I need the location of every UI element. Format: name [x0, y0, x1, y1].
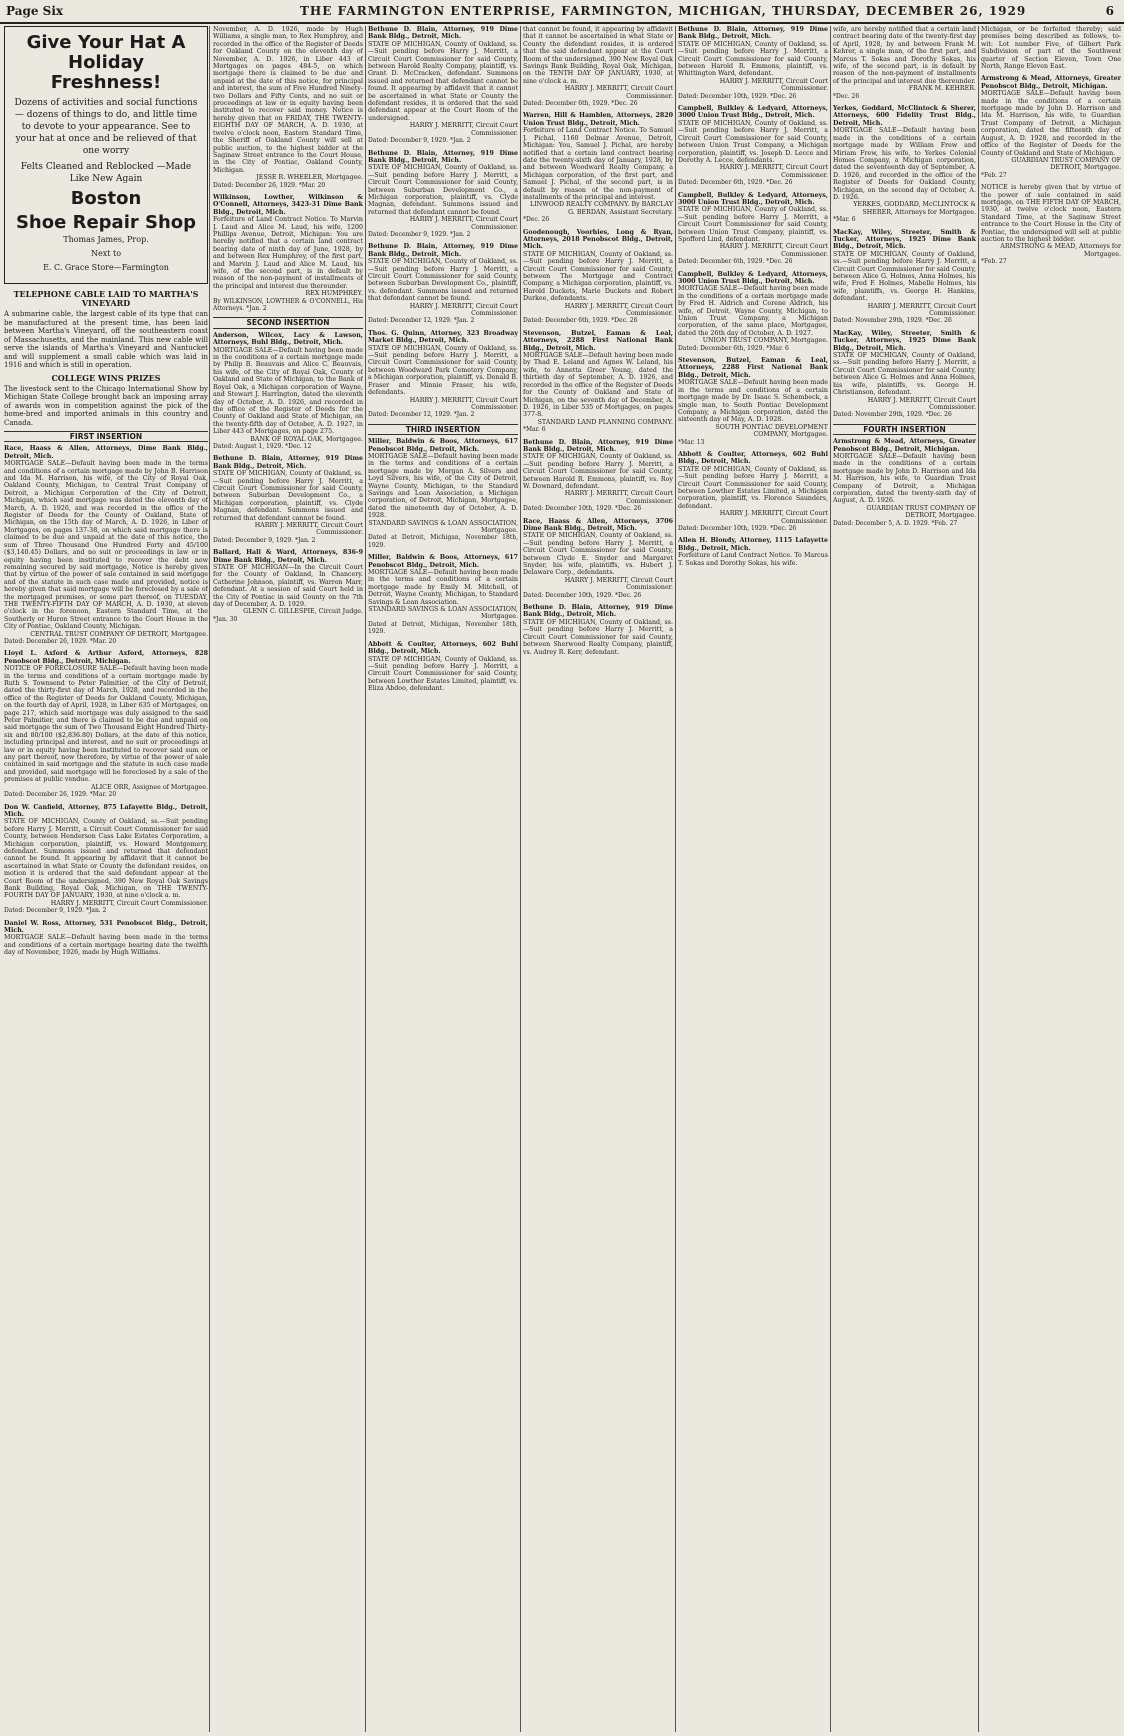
notice-date: Dated: December 10th, 1929. *Dec. 26: [523, 505, 642, 513]
notice-attorney: Don W. Canfield, Attorney, 875 Lafayette Bldg., Detroit, Mich.: [4, 803, 208, 818]
notice-body: November, A. D. 1926, made by Hugh Williams, a single man, to Rex Humphrey, and recorded in the office of the Register of Deeds for Oakland County on the eleventh day of November, A. D. 1926, in Liber 443 of Mortgages on pages 484-5, on which mortgage there is claimed to be due and unpaid at the date of this notice, for principal and interest, the sum of Five Hundred Ninety-two Dollars and Fifty Cents, and no suit or proceedings at law or in equity having been instituted to recover said money. Notice is hereby given that on FRIDAY, THE TWENTY-EIGHTH DAY OF MARCH, A. D. 1930, at twelve o'clock noon, Eastern Standard Time, the Sheriff of Oakland County will sell at public auction, to the highest bidder at the Saginaw Street entrance to the Court House, in the City of Pontiac, Oakland County, Michigan.: [213, 26, 363, 174]
legal-notice: [523, 26, 673, 107]
notice-body: MORTGAGE SALE—Default having been made in the terms and conditions of a certain mortgage made by Emily M. Mitchell, of Detroit, Wayne County, Michigan, to Standard Savings & Loan Association.: [368, 569, 518, 606]
notice-attorney: Campbell, Bulkley & Ledyard, Attorneys, 3000 Union Trust Bldg., Detroit, Mich.: [678, 270, 828, 285]
notice-sig: STANDARD SAVINGS & LOAN ASSOCIATION, Mortgagee.: [368, 606, 518, 621]
notice-body: STATE OF MICHIGAN, County of Oakland, ss.—Suit pending before Harry J. Merritt, a Circuit Court Commissioner for said County, between Union Trust Company, plaintiff, vs. Spofford Lind, defendant.: [678, 206, 828, 243]
notice-sig: HARRY J. MERRITT, Circuit Court Commissioner.: [409, 122, 518, 137]
notice-sig: HARRY J. MERRITT, Circuit Court Commissioner.: [564, 576, 673, 592]
page-number: 6: [1105, 4, 1114, 18]
legal-notice: [523, 112, 673, 223]
notice-sig: JESSE R. WHEELER, Mortgagee.: [256, 174, 363, 182]
news-item: [4, 290, 208, 370]
notice-date: Dated: December 26, 1929. *Mar. 20: [213, 181, 326, 189]
notice-attorney: Armstrong & Mead, Attorneys, Greater Penobscot Bldg., Detroit, Michigan.: [833, 438, 976, 453]
notice-attorney: Anderson, Wilcox, Lacy & Lawson, Attorneys, Buhl Bldg., Detroit, Mich.: [213, 331, 363, 347]
notice-list: [368, 26, 518, 693]
notice-attorney: Bethune D. Blain, Attorney, 919 Dime Bank Bldg., Detroit, Mich.: [523, 604, 673, 619]
notice-body: STATE OF MICHIGAN, County of Oakland, ss.—Suit pending before Harry J. Merritt, a Circuit Court Commissioner for said County, between The Mortgage and Contract Company, a Michigan corporation, plaintiff, vs. Harold Duckets, Marie Duckets and Robert Durkee, defendants.: [523, 250, 673, 303]
notice-body: STATE OF MICHIGAN, County of Oakland, ss.—Suit pending before Harry J. Merritt, a Circuit Court Commissioner for said County, between Lowther Estates Limited, plaintiff, vs. Eliza Abdoo, defendant.: [368, 655, 518, 693]
column-5: [678, 26, 828, 1732]
notice-date: Dated: December 10th, 1929. *Dec. 26: [678, 92, 797, 100]
news-item: [4, 374, 208, 428]
legal-notice: [368, 330, 518, 419]
notice-body: STATE OF MICHIGAN, County of Oakland, ss.—Suit pending before Harry J. Merritt, a Circuit Court Commissioner for said County, between Harold R. Emmons, plaintiff, vs. Roy W. Downard, defendant.: [523, 453, 673, 490]
notice-sig: ARMSTRONG & MEAD, Attorneys for Mortgagee.: [1000, 243, 1121, 258]
notice-body: STATE OF MICHIGAN, County of Oakland, ss.—Suit pending before Harry J. Merritt, a Circuit Court Commissioner for said County, between Suburban Development Co., a Michigan corporation, plaintiff, vs. Clyde Magnan, defendant. Summons issued and returned that defendant cannot be found.: [213, 470, 363, 522]
notice-date: Dated: November 29th, 1929. *Dec. 26: [833, 411, 952, 419]
legal-notice: [678, 357, 828, 446]
section-header-third: THIRD INSERTION: [368, 424, 518, 435]
section-header-second: SECOND INSERTION: [213, 317, 363, 328]
notice-body: STATE OF MICHIGAN, County of Oakland, ss.—Suit pending before Harry J. Merritt, a Circuit Court Commissioner for said County, between Alice G. Holmes and Anna Holmes, his wife, plaintiffs, vs. George H. Christianson, defendant.: [833, 352, 976, 397]
column-rule: [209, 26, 210, 1732]
legal-notice: [213, 455, 363, 544]
notice-attorney: Stevenson, Butzel, Eaman & Leal, Attorneys, 2288 First National Bank Bldg., Detroit, Mich.: [523, 329, 673, 352]
notice-body: MORTGAGE SALE—Default having been made in the conditions of a certain mortgage made by John D. Harrison and Ida M. Harrison, his wife, to Guardian Trust Company of Detroit, a Michigan corporation, dated the twenty-sixth day of August, A. D. 1926.: [833, 452, 976, 505]
notice-sig: HARRY J. MERRITT, Circuit Court Commissioner.: [50, 899, 208, 907]
notice-sig: HARRY J. MERRITT, Circuit Court Commissioner.: [564, 490, 673, 505]
legal-notice: [213, 332, 363, 451]
legal-notice: [678, 192, 828, 266]
notice-body: STATE OF MICHIGAN, County of Oakland, ss.—Suit pending before Harry J. Merritt, a Circuit Court Commissioner for said County, between Clyde E. Snyder and Margaret Snyder, his wife, plaintiffs, vs. Hubert J. Delaware Corp., defendants.: [523, 532, 673, 577]
notice-body: MORTGAGE SALE—Default having been made in the conditions of a certain mortgage made by William Frew and Miriam Frew, his wife, to Yerkes Colonial Homes Company, a Michigan corporation, dated the seventeenth day of September, A. D. 1926, and recorded in the office of the Register of Deeds for Oakland County, Michigan, on the second day of October, A. D. 1926.: [833, 127, 976, 201]
notice-sig: HARRY J. MERRITT, Circuit Court Commissioner.: [719, 77, 828, 93]
legal-notice: [4, 445, 208, 645]
notice-date: Dated: August 1, 1929. *Dec. 12: [213, 442, 312, 450]
news-text: The livestock sent to the Chicago International Show by Michigan State College brought back an imposing array of awards won in competition against the pick of the home-bred and imported animals in this country and Canada.: [4, 384, 208, 427]
notice-attorney: Allen H. Blondy, Attorney, 1115 Lafayette Bldg., Detroit, Mich.: [678, 537, 828, 552]
page-label: Page Six: [6, 4, 64, 18]
news-text: A submarine cable, the largest cable of its type that can be manufactured at the present time, has been laid between Martha's Vineyard, off the southeastern coast of Massachusetts, and the mainland. This new cable will serve the islands of Martha's Vineyard and Nantucket and will supplement a small cable which was laid in 1916 and which is still in operation.: [4, 310, 208, 369]
notice-body: MORTGAGE SALE—Default having been made in the conditions of a certain mortgage made by Philip B. Beauvais and Alice C. Beauvais, his wife, of the City of Royal Oak, County of Oakland and State of Michigan, to the Bank of Royal Oak, a Michigan corporation of Wayne, and Stewart J. Harrington, dated the eleventh day of October, A. D. 1926, and recorded in the office of the Register of Deeds for the County of Oakland and State of Michigan, on the twenty-fifth day of October, A. D. 1927, in Liber 443 of Mortgages, on page 275.: [213, 346, 363, 436]
notice-sig: STANDARD LAND PLANNING COMPANY.: [537, 418, 673, 426]
legal-notice: [833, 330, 976, 419]
legal-notice: [981, 26, 1121, 70]
notice-date: Dated: December 12, 1929. *Jan. 2: [368, 411, 475, 419]
notice-sig: GUARDIAN TRUST COMPANY OF DETROIT, Mortgagee.: [1011, 156, 1121, 172]
legal-notice: [368, 150, 518, 239]
notice-body: Michigan, or be forfeited thereby; said premises being described as follows, to-wit: Lot number Five, of Gilbert Park Subdivision of part of the Southwest quarter of Section Eleven, Town One North, Range Eleven East.: [981, 26, 1121, 71]
notice-body: STATE OF MICHIGAN—In the Circuit Court for the County of Oakland, In Chancery. Catherine Johnson, plaintiff, vs. Warren Marr, defendant. At a session of said Court held in the City of Pontiac in said County on the 7th day of December, A. D. 1929.: [213, 564, 363, 609]
notice-attorney: Ballard, Hall & Ward, Attorneys, 836-9 Dime Bank Bldg., Detroit, Mich.: [213, 549, 363, 564]
notice-sig: YERKES, GODDARD, McCLINTOCK & SHERER, Attorneys for Mortgagee.: [853, 201, 976, 216]
column-2: [213, 26, 363, 1732]
notice-sig: HARRY J. MERRITT, Circuit Court Commissioner.: [564, 85, 673, 100]
legal-notice: [523, 439, 673, 513]
notice-attorney: Bethune D. Blain, Attorney, 919 Dime Bank Bldg., Detroit, Mich.: [213, 455, 363, 470]
notice-date: *Mar. 6: [523, 426, 546, 434]
notice-body: MORTGAGE SALE—Default having been made in the terms and conditions of a certain mortgage made by John B. Harrison and Ida M. Harrison, his wife, of the City of Royal Oak, Oakland County, Michigan, to Central Trust Company of Detroit, a Michigan Corporation of the City of Detroit, Michigan, which said mortgage was dated the eleventh day of March, A. D. 1926, and was recorded in the office of the Register of Deeds for the County of Oakland, State of Michigan, on the 15th day of March, A. D. 1926, in Liber of Mortgages, on pages 137-38, on which said mortgage there is claimed to be due and unpaid at the date of this notice, the sum of Three Thousand One Hundred Forty and 45/100 ($3,140.45) Dollars, and no suit or proceedings in law or in equity having been instituted to recover the debt now remaining secured by said mortgage, Notice is hereby given that by virtue of the power of sale contained in said mortgage and of the statute in such case made and provided, notice is hereby given that said mortgage will be foreclosed by a sale of the mortgaged premises, or some part thereof, on TUESDAY, THE TWENTY-FIFTH DAY OF MARCH, A. D. 1930, at eleven o'clock in the forenoon, Eastern Standard Time, at the Southerly or Huron Street entrance to the Court House in the City of Pontiac, Oakland County, Michigan.: [4, 460, 208, 631]
column-rule: [520, 26, 521, 1732]
column-4: [523, 26, 673, 1732]
notice-date: Dated: December 9, 1929. *Jan. 2: [368, 137, 471, 145]
notice-attorney: Yerkes, Goddard, McClintock & Sherer, Attorneys, 600 Fidelity Trust Bldg., Detroit, Mich.: [833, 105, 976, 127]
ad-location: E. C. Grace Store—Farmington: [43, 263, 169, 272]
notice-sig: UNION TRUST COMPANY, Mortgagee.: [702, 337, 828, 345]
notice-date: Dated: December 9, 1929. *Jan. 2: [4, 907, 107, 915]
notice-date: Dated: December 26, 1929. *Mar. 20: [4, 637, 117, 645]
notice-attorney: Bethune D. Blain, Attorney, 919 Dime Bank Bldg., Detroit, Mich.: [368, 243, 518, 258]
ad-headline: Give Your Hat A Holiday Freshness!: [26, 32, 186, 93]
ad-owner: Thomas James, Prop.: [63, 235, 149, 244]
notice-attorney: Race, Haass & Allen, Attorneys, Dime Bank Bldg., Detroit, Mich.: [4, 445, 208, 460]
ad-next-to: Next to: [90, 249, 122, 258]
notice-date: *Dec. 26: [523, 216, 550, 224]
legal-notice: [678, 537, 828, 567]
notice-attorney: Bethune D. Blain, Attorney, 919 Dime Bank Bldg., Detroit, Mich.: [368, 26, 518, 41]
notice-sig: HARRY J. MERRITT, Circuit Court Commissioner.: [564, 302, 673, 318]
legal-notice: [368, 554, 518, 635]
notice-attorney: MacKay, Wiley, Streeter, Smith & Tucker, Attorneys, 1925 Dime Bank Bldg., Detroit, Mich.: [833, 228, 976, 251]
news-headline: TELEPHONE CABLE LAID TO MARTHA'S VINEYARD: [13, 289, 199, 308]
legal-notice: [833, 105, 976, 224]
notice-attorney: Lloyd L. Axford & Arthur Axford, Attorneys, 828 Penobscot Bldg., Detroit, Michigan.: [4, 650, 208, 665]
section-header-first: FIRST INSERTION: [4, 431, 208, 442]
legal-notice: [368, 438, 518, 549]
legal-notice: [678, 105, 828, 186]
legal-notice: [523, 604, 673, 656]
notice-body: STATE OF MICHIGAN, County of Oakland, ss.—Suit pending before Harry J. Merritt, a Circuit Court Commissioner for said County, between Suburban Development Co., a Michigan corporation, plaintiff, vs. Clyde Magnan, defendant. Summons issued and returned that defendant cannot be found.: [368, 164, 518, 216]
notice-list: [523, 26, 673, 656]
notice-list: [213, 26, 363, 623]
notice-attorney: Thos. G. Quinn, Attorney, 323 Broadway Market Bldg., Detroit, Mich.: [368, 329, 518, 345]
legal-notice: [368, 641, 518, 693]
notice-date: Dated: December 6th, 1929. *Dec. 26: [523, 100, 638, 108]
notice-attorney: Bethune D. Blain, Attorney, 919 Dime Bank Bldg., Detroit, Mich.: [368, 149, 518, 164]
notice-sig: STANDARD SAVINGS & LOAN ASSOCIATION, Mortgagee.: [368, 519, 518, 534]
notice-body: STATE OF MICHIGAN, County of Oakland, ss.—Suit pending before Harry J. Merritt, a Circuit Court Commissioner for said County, between Suburban Development Co., plaintiff, vs. defendant. Summons issued and returned that defendant cannot be found.: [368, 258, 518, 303]
notice-date: Dated: December 9, 1929. *Jan. 2: [213, 536, 316, 544]
legal-notice: [368, 26, 518, 145]
legal-notice: [833, 438, 976, 527]
notice-body: Forfeiture of Land Contract Notice. To Marvin J. Laud and Alice M. Laud, his wife, 1200 Phillips Avenue, Detroit, Michigan: You are hereby notified that a certain land contract bearing date of ninth day of June, 1928, by and between Rex Humphrey, of the first part, and Marvin J. Laud and Alice M. Laud, his wife, of the second part, is in default by reason of the non-payment of installments of the principal and interest due thereunder.: [213, 216, 363, 290]
notice-date: Dated at Detroit, Michigan, November 18th, 1929.: [368, 534, 518, 549]
legal-notice: [678, 271, 828, 352]
notice-sig: HARRY J. MERRITT, Circuit Court Commissioner.: [409, 216, 518, 231]
notice-body: MORTGAGE SALE—Default having been made in the terms and conditions of a certain mortgage made by Dr. Isaac S. Schembeck, a single man, to South Pontiac Development Company, a Michigan corporation, dated the sixteenth day of May, A. D. 1928.: [678, 379, 828, 424]
notice-date: *Jan. 30: [213, 615, 238, 623]
legal-notice: [368, 243, 518, 324]
notice-sig: HARRY J. MERRITT, Circuit Court Commissioner.: [719, 164, 828, 179]
notice-attorney: Goodenough, Voorhies, Long & Ryan, Attorneys, 2018 Penobscot Bldg., Detroit, Mich.: [523, 228, 673, 251]
notice-sig: GUARDIAN TRUST COMPANY OF DETROIT, Mortgagee.: [866, 504, 976, 520]
notice-attorney: Warren, Hill & Hamblen, Attorneys, 2820 Union Trust Bldg., Detroit, Mich.: [523, 112, 673, 127]
notice-body: MORTGAGE SALE—Default having been made in the terms and conditions of a certain mortgage bearing date the twelfth day of November, 1926, made by Hugh Williams.: [4, 934, 208, 957]
column-6: [833, 26, 976, 1732]
notice-body: that cannot be found, it appearing by affidavit that it cannot be ascertained in what State or County the defendant resides, it is ordered that the said defendant appear at the Court Room of the undersigned, 390 New Royal Oak Savings Bank Building, Royal Oak, Michigan, on the TENTH DAY OF JANUARY, 1930, at nine o'clock a. m.: [523, 26, 673, 85]
notice-sig: LINWOOD REALTY COMPANY. By BARCLAY G. BERDAN, Assistant Secretary.: [530, 201, 673, 216]
ad-service: Felts Cleaned and Reblocked —Made Like New Again: [20, 162, 192, 184]
notice-date: *Dec. 26: [833, 92, 860, 100]
legal-notice: [678, 26, 828, 100]
notice-attorney: Miller, Baldwin & Boos, Attorneys, 617 Penobscot Bldg., Detroit, Mich.: [368, 554, 518, 569]
notice-body: STATE OF MICHIGAN, County of Oakland, ss.—Suit pending before Harry J. Merritt, a Circuit Court Commissioner for said County, between Sherwood Realty Company, plaintiff, vs. Audrey R. Kerr, defendant.: [523, 618, 673, 656]
notice-date: Dated at Detroit, Michigan, November 18th, 1929.: [368, 620, 518, 636]
notice-sig: HARRY J. MERRITT, Circuit Court Commissioner.: [254, 522, 363, 537]
notice-date: Dated: December 6th, 1929. *Mar. 6: [678, 344, 789, 352]
notice-body: NOTICE OF FORECLOSURE SALE—Default having been made in the terms and conditions of a certain mortgage made by Ruth S. Townsend to Peter Palmitier, of the City of Detroit, dated the thirty-first day of March, 1928, and recorded in the office of the Register of Deeds for Oakland County, Michigan, on the fourth day of April, 1928, in Liber 635 of Mortgages, on page 217, which said mortgage was duly assigned to the said Peter Palmitier, and there is claimed to be due and unpaid on said mortgage the sum of Two Thousand Eight Hundred Thirty-six and 80/100 ($2,836.80) Dollars, at the date of this notice, including principal and interest, and no suit or proceedings at law or in equity having been instituted to recover said sum or any part thereof, now therefore, by virtue of the power of sale contained in said mortgage and the statute in such case made and provided, said mortgage will be foreclosed by a sale of the premises at public vendue.: [4, 665, 208, 784]
notice-attorney: MacKay, Wiley, Streeter, Smith & Tucker, Attorneys, 1925 Dime Bank Bldg., Detroit, Mich.: [833, 329, 976, 352]
notice-list: [833, 26, 976, 527]
legal-notice: [523, 518, 673, 599]
notice-sig: HARRY J. MERRITT, Circuit Court Commissioner.: [719, 243, 828, 258]
notice-sig: REX HUMPHREY.: [305, 290, 363, 298]
notice-sig: HARRY J. MERRITT, Circuit Court Commissioner.: [867, 396, 976, 411]
notice-body: STATE OF MICHIGAN, County of Oakland, ss.—Suit pending before Harry J. Merritt, a Circuit Court Commissioner for said County, between Henderson Cass Lake Estates Corporation, a Michigan corporation, plaintiff, vs. Howard Montgomery, defendant. Summons issued and returned that defendant cannot be found. It appearing by affidavit that it cannot be ascertained in what State or County the defendant resides, on motion it is ordered that the said defendant appear at the Court Room of the undersigned, 390 New Royal Oak Savings Bank Building, Royal Oak, Michigan, on THE TWENTY-FOURTH DAY OF JANUARY, 1930, at nine o'clock a. m.: [4, 818, 208, 900]
notice-body: MORTGAGE SALE—Default having been made in the conditions of a certain mortgage made by Fred H. Aldrich and Corene Aldrich, his wife, of Detroit, Wayne County, Michigan, to Union Trust Company, a Michigan corporation, of the same place, Mortgagee, dated the 26th day of October, A. D. 1927.: [678, 285, 828, 337]
notice-date: Dated: December 6th, 1929. *Dec. 26: [678, 258, 793, 266]
notice-body: STATE OF MICHIGAN, County of Oakland, ss.—Suit pending before Harry J. Merritt, a Circuit Court Commissioner for said County, between Lowther Estates Limited, a Michigan corporation, plaintiff, vs. Florence Saunders, defendant.: [678, 465, 828, 510]
notice-date: Dated: December 6th, 1929. *Dec. 26: [523, 317, 638, 325]
notice-body: NOTICE is hereby given that by virtue of the power of sale contained in said mortgage, on THE FIFTH DAY OF MARCH, 1930, at twelve o'clock noon, Eastern Standard Time, at the Saginaw Street entrance to the Court House in the City of Pontiac, the undersigned will sell at public auction to the highest bidder.: [981, 184, 1121, 243]
legal-notice: [213, 194, 363, 313]
notice-list: [678, 26, 828, 567]
notice-sig: SOUTH PONTIAC DEVELOPMENT COMPANY, Mortgagee.: [715, 423, 828, 439]
legal-notice: [981, 184, 1121, 265]
notice-attorney: Wilkinson, Lowther, Wilkinson & O'Connell, Attorneys, 3423-31 Dime Bank Bldg., Detroit, Mich.: [213, 193, 363, 216]
legal-notice: [4, 650, 208, 798]
notice-body: MORTGAGE SALE—Default having been made by Thad E. Leland and Agnes W. Leland, his wife, to Annetta Greer Young, dated the thirtieth day of September, A. D. 1926, and recorded in the office of the Register of Deeds for the County of Oakland and State of Michigan, on the seventh day of December, A. D. 1926, in Liber 535 of Mortgages, on pages 377-8.: [523, 352, 673, 419]
column-rule: [365, 26, 366, 1732]
legal-notice: [833, 229, 976, 325]
notice-sig: FRANK M. KEHRER.: [908, 85, 976, 93]
column-rule: [830, 26, 831, 1732]
notice-date: Dated: November 29th, 1929. *Dec. 26: [833, 317, 952, 325]
notice-attorney: Bethune D. Blain, Attorney, 919 Dime Bank Bldg., Detroit, Mich.: [523, 438, 673, 453]
notice-body: STATE OF MICHIGAN, County of Oakland, ss.—Suit pending before Harry J. Merritt, a Circuit Court Commissioner for said County, between Union Trust Company, a Michigan corporation, plaintiff, vs. Joseph D. Lecce and Dorothy A. Lecce, defendants.: [678, 119, 828, 164]
notice-date: By WILKINSON, LOWTHER & O'CONNELL, His Attorneys. *Jan. 2: [213, 297, 363, 313]
notice-body: STATE OF MICHIGAN, County of Oakland, ss.—Suit pending before Harry J. Merritt, a Circuit Court Commissioner for said County, between Woodward Park Cemetery Company, a Michigan corporation, plaintiff, vs. Donald B. Fraser and Minnie Fraser, his wife, defendants.: [368, 344, 518, 397]
notice-attorney: Stevenson, Butzel, Eaman & Leal, Attorneys, 2288 First National Bank Bldg., Detroit, Mich.: [678, 357, 828, 379]
notice-attorney: Daniel W. Ross, Attorney, 531 Penobscot Bldg., Detroit, Mich.: [4, 919, 208, 934]
notice-body: STATE OF MICHIGAN, County of Oakland, ss.—Suit pending before Harry J. Merritt, a Circuit Court Commissioner for said County, between Harold R. Emmons, plaintiff, vs. Whittington Ward, defendant.: [678, 40, 828, 78]
notice-sig: CENTRAL TRUST COMPANY OF DETROIT, Mortgagee.: [30, 630, 208, 638]
column-rule: [978, 26, 979, 1732]
notice-date: *Feb. 27: [981, 258, 1007, 266]
notice-sig: HARRY J. MERRITT, Circuit Court Commissioner.: [719, 510, 828, 525]
notice-date: Dated: December 26, 1929. *Mar. 20: [4, 791, 117, 799]
ad-body: Dozens of activities and social functions — dozens of things to do, and little time to devote to your appearance. See to your hat at once and be relieved of that one worry: [14, 98, 198, 156]
column-rule: [675, 26, 676, 1732]
notice-attorney: Armstrong & Mead, Attorneys, Greater Penobscot Bldg., Detroit, Michigan.: [981, 75, 1121, 90]
news-headline: COLLEGE WINS PRIZES: [51, 372, 161, 383]
legal-notice: [4, 804, 208, 915]
notice-attorney: Abbott & Coulter, Attorneys, 602 Buhl Bldg., Detroit, Mich.: [368, 640, 518, 656]
legal-notice: [833, 26, 976, 100]
notice-date: Dated: December 10th, 1929. *Dec. 26: [523, 591, 642, 599]
notice-date: *Feb. 27: [981, 171, 1007, 179]
notice-list: [981, 26, 1121, 266]
legal-notice: [678, 451, 828, 532]
notice-body: Forfeiture of Land Contract Notice. To Samuel J. Pichal, 1160 Delmar Avenue, Detroit, Michigan: You, Samuel J. Pichal, are hereby notified that a certain land contract bearing date the twenty-sixth day of January, 1928, by and between Woodward Realty Company, a Michigan corporation, of the first part, and Samuel J. Pichal, of the second part, is in default by reason of the non-payment of installments of the principal and interest.: [523, 127, 673, 201]
notice-list: [4, 445, 208, 956]
notice-date: Dated: December 5, A. D. 1929. *Feb. 27: [833, 519, 958, 527]
notice-body: MORTGAGE SALE—Default having been made in the terms and conditions of a certain mortgage made by Morgan A. Silvers and Loyd Silvers, his wife, of the City of Detroit, Wayne County, Michigan, to the Standard Savings and Loan Association, a Michigan corporation, of Detroit, Michigan, Mortgagee, dated the nineteenth day of October, A. D. 1928.: [368, 452, 518, 520]
notice-date: *Mar. 13: [678, 438, 705, 446]
notice-attorney: Miller, Baldwin & Boos, Attorneys, 617 Penobscot Bldg., Detroit, Mich.: [368, 438, 518, 453]
notice-sig: HARRY J. MERRITT, Circuit Court Commissioner.: [867, 302, 976, 318]
legal-notice: [213, 549, 363, 623]
notice-sig: HARRY J. MERRITT, Circuit Court Commissioner.: [409, 302, 518, 318]
legal-notice: [4, 920, 208, 957]
legal-notice: [523, 229, 673, 325]
notice-body: Forfeiture of Land Contract Notice. To Marcus T. Sokas and Dorothy Sokas, his wife.: [678, 552, 828, 567]
notice-date: Dated: December 9, 1929. *Jan. 2: [368, 230, 471, 238]
notice-body: STATE OF MICHIGAN, County of Oakland, ss.—Suit pending before Harry J. Merritt, a Circuit Court Commissioner for said County, between Harold Realty Company, plaintiff, vs. Grant D. McCracken, defendant. Summons issued and returned that defendant cannot be found. It appearing by affidavit that it cannot be ascertained in what State or County the defendant resides, it is ordered that the said defendant appear at the Court Room of the undersigned.: [368, 40, 518, 122]
notice-date: *Mar. 6: [833, 216, 856, 224]
notice-sig: HARRY J. MERRITT, Circuit Court Commissioner.: [409, 396, 518, 411]
notice-attorney: Bethune D. Blain, Attorney, 919 Dime Bank Bldg., Detroit, Mich.: [678, 26, 828, 41]
legal-notice: [981, 75, 1121, 179]
notice-body: wife, are hereby notified that a certain land contract bearing date of the twenty-first day of April, 1928, by and between Frank M. Kehrer, a single man, of the first part, and Marcus T. Sokas and Dorothy Sokas, his wife, of the second part, is in default by reason of the non-payment of installments of the principal and interest due thereunder.: [833, 26, 976, 85]
notice-attorney: Campbell, Bulkley & Ledyard, Attorneys, 3000 Union Trust Bldg., Detroit, Mich.: [678, 105, 828, 120]
masthead: [0, 0, 1124, 24]
notice-attorney: Race, Haass & Allen, Attorneys, 3706 Dime Bank Bldg., Detroit, Mich.: [523, 517, 673, 532]
ad-shop-line1: Boston: [70, 188, 142, 209]
legal-notice: [523, 330, 673, 434]
legal-notice: [213, 26, 363, 189]
ad-shop-line2: Shoe Repair Shop: [15, 212, 197, 233]
notice-body: STATE OF MICHIGAN, County of Oakland, ss.—Suit pending before Harry J. Merritt, a Circuit Court Commissioner for said County, between Alice G. Holmes, Anna Holmes, his wife, Fred F. Holmes, Mabelle Holmes, his wife, plaintiffs, vs. George H. Hankins, defendant.: [833, 250, 976, 303]
column-3: [368, 26, 518, 1732]
notice-attorney: Campbell, Bulkley & Ledyard, Attorneys, 3000 Union Trust Bldg., Detroit, Mich.: [678, 191, 828, 206]
notice-attorney: Abbott & Coulter, Attorneys, 602 Buhl Bldg., Detroit, Mich.: [678, 450, 828, 466]
hat-advertisement: [4, 26, 208, 284]
notice-date: Dated: December 10th, 1929. *Dec. 26: [678, 525, 797, 532]
notice-sig: GLENN C. GILLESPIE, Circuit Judge.: [243, 608, 363, 616]
section-header-fourth: FOURTH INSERTION: [833, 424, 976, 435]
column-1: [4, 26, 208, 1732]
column-7: [981, 26, 1121, 1732]
notice-date: Dated: December 6th, 1929. *Dec. 26: [678, 179, 793, 187]
notice-date: Dated: December 12, 1929. *Jan. 2: [368, 317, 475, 325]
notice-sig: BANK OF ROYAL OAK, Mortgagee.: [250, 435, 363, 443]
notice-body: MORTGAGE SALE—Default having been made in the conditions of a certain mortgage made by John D. Harrison and Ida M. Harrison, his wife, to Guardian Trust Company of Detroit, a Michigan corporation, dated the fifteenth day of August, A. D. 1928, and recorded in the office of the Register of Deeds for the County of Oakland and State of Michigan.: [981, 90, 1121, 157]
newspaper-title: THE FARMINGTON ENTERPRISE, FARMINGTON, MICHIGAN, THURSDAY, DECEMBER 26, 1929: [300, 4, 1027, 18]
notice-sig: ALICE ORR, Assignee of Mortgagee.: [90, 783, 208, 791]
